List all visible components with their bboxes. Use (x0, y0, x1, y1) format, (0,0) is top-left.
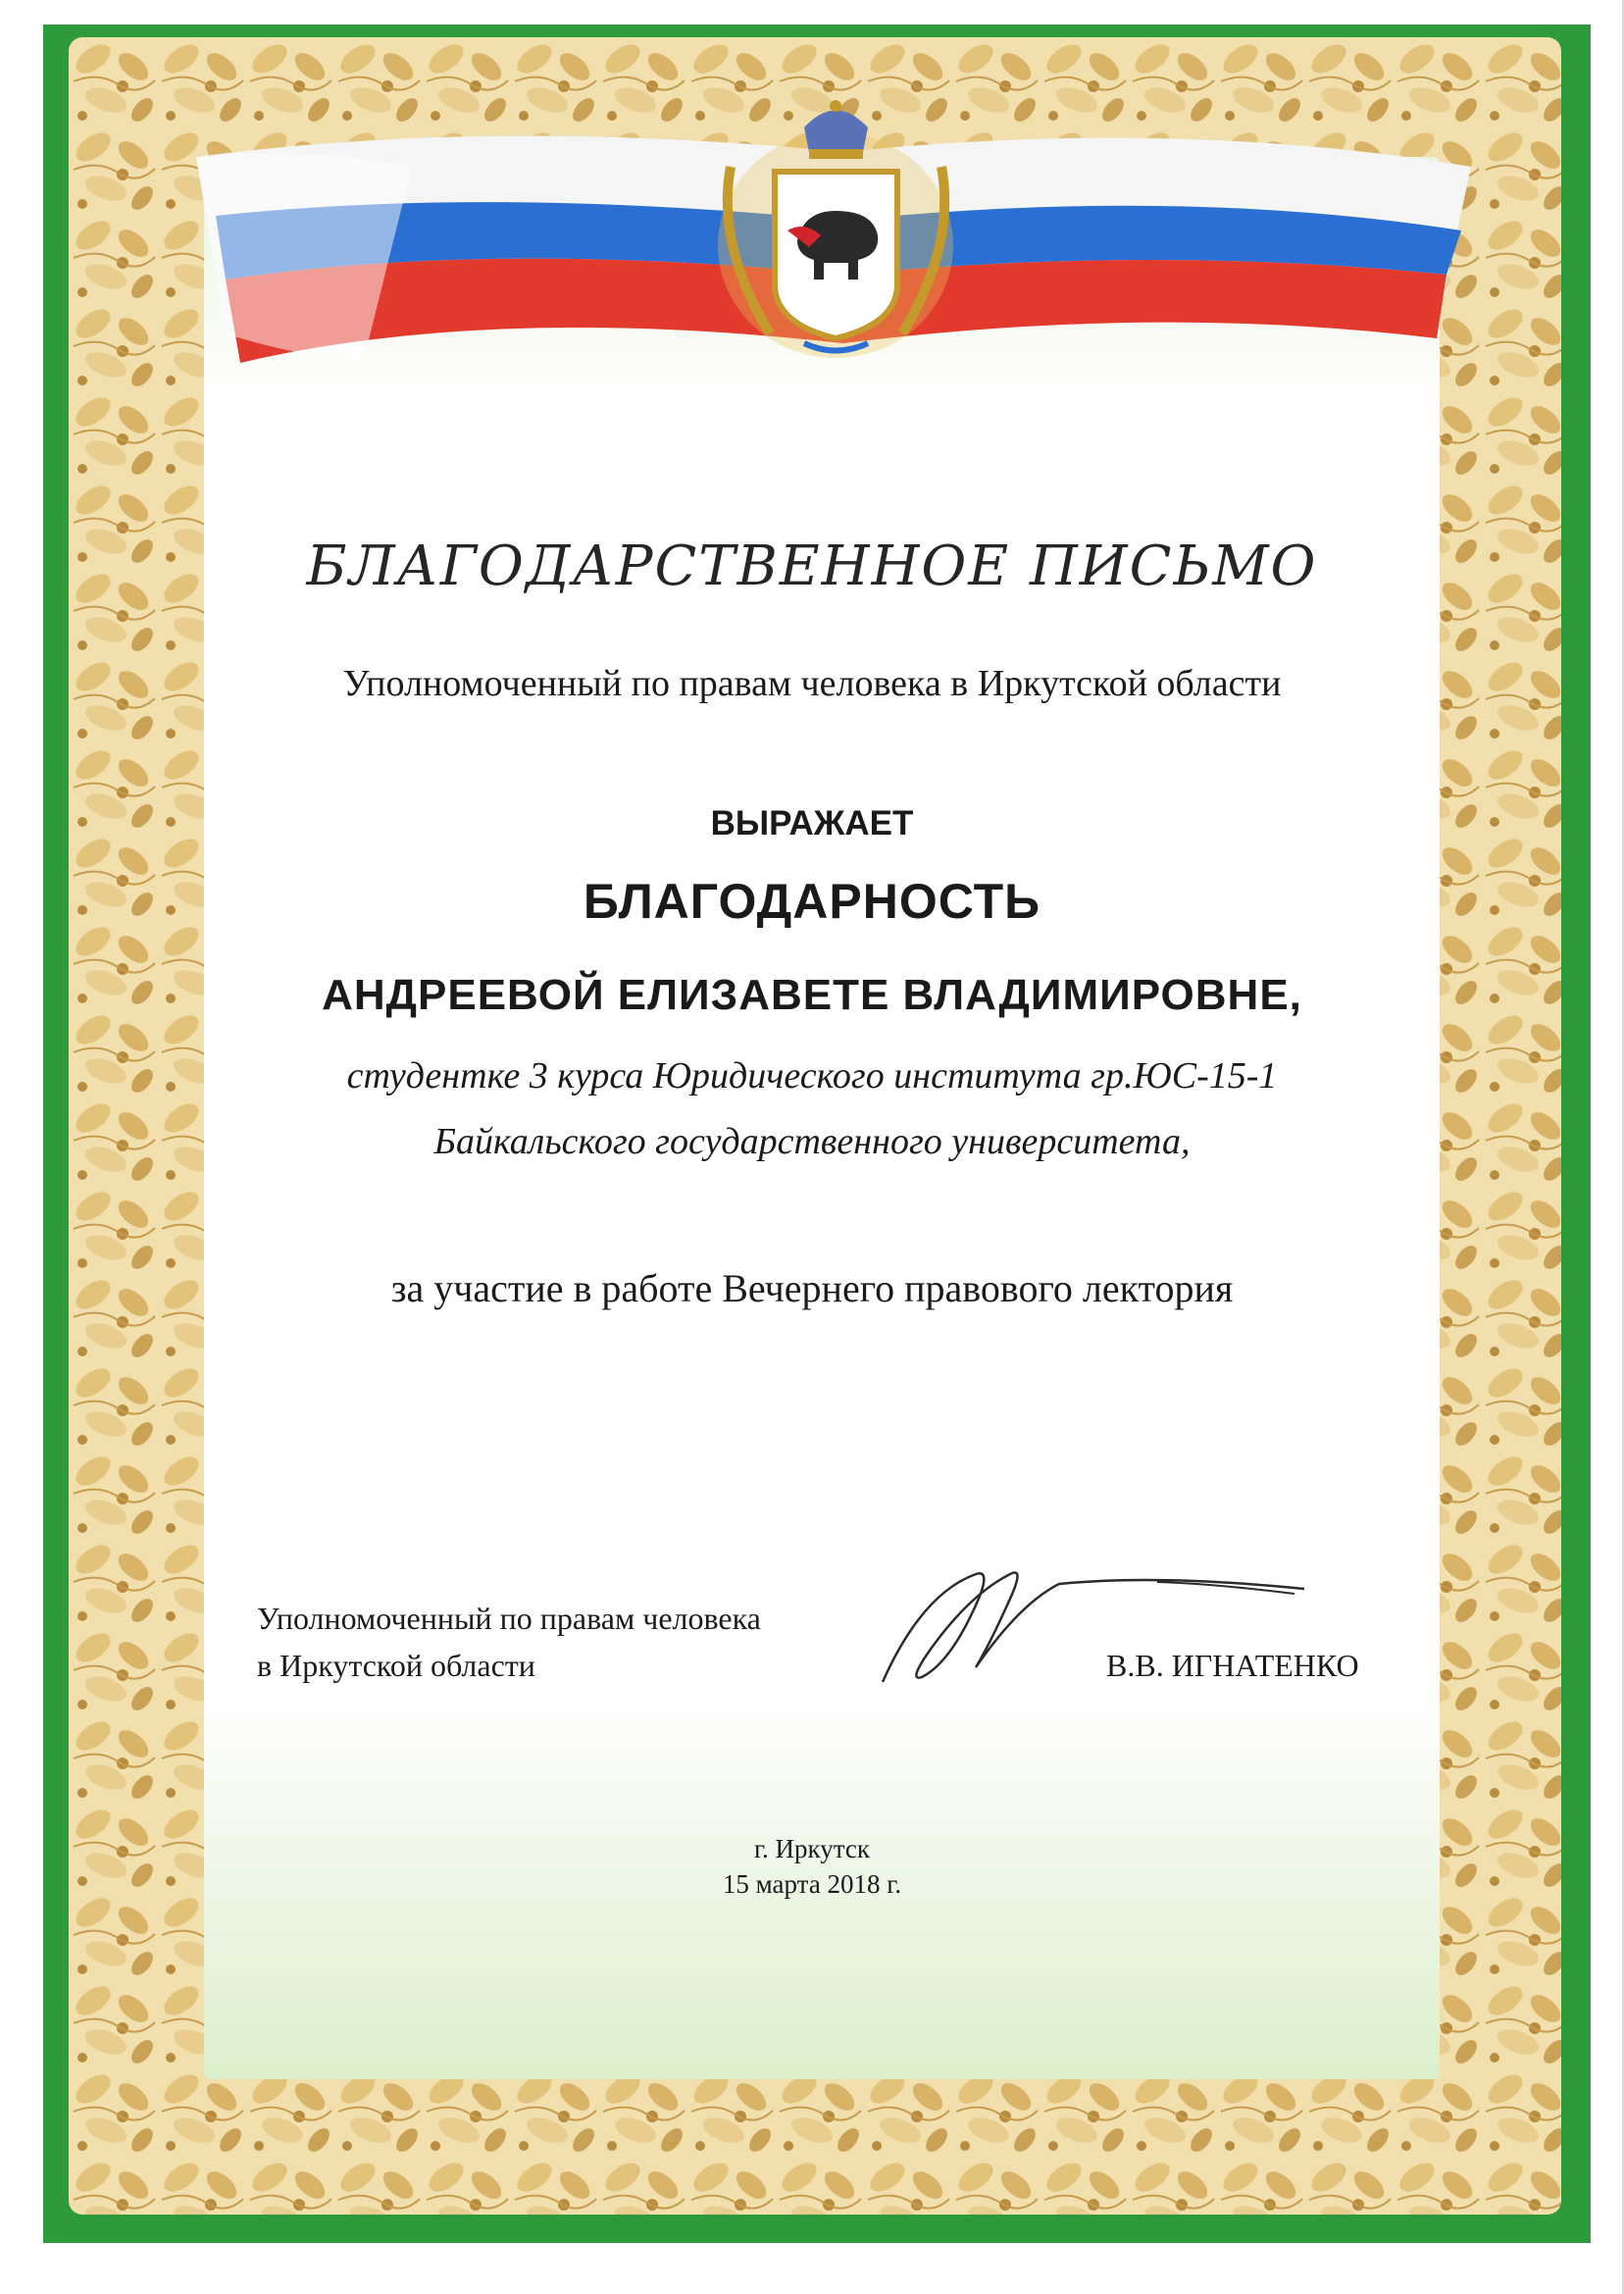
city-line: г. Иркутск (754, 1834, 870, 1863)
recipient-description-line2: Байкальского государственного университета, (433, 1121, 1191, 1162)
issuer-line: Уполномоченный по правам человека в Иркутской области (342, 663, 1282, 704)
signer-position-line1: Уполномоченный по правам человека (257, 1601, 761, 1636)
signer-name: В.В. ИГНАТЕНКО (1106, 1648, 1359, 1683)
document-title: БЛАГОДАРСТВЕННОЕ ПИСЬМО (306, 535, 1318, 598)
expresses-verb: ВЫРАЖАЕТ (710, 804, 914, 842)
signer-position-line2: в Иркутской области (257, 1648, 535, 1683)
reason-text: за участие в работе Вечернего правового лектория (390, 1266, 1234, 1310)
irkutsk-coat-of-arms-icon (711, 98, 961, 363)
document-panel (204, 157, 1440, 2079)
recipient-name: АНДРЕЕВОЙ ЕЛИЗАВЕТЕ ВЛАДИМИРОВНЕ, (322, 971, 1302, 1019)
recipient-description-line1: студентке 3 курса Юридического института гр.ЮС-15-1 (346, 1055, 1278, 1096)
date-line: 15 марта 2018 г. (722, 1869, 902, 1899)
gratitude-heading: БЛАГОДАРНОСТЬ (583, 874, 1041, 929)
